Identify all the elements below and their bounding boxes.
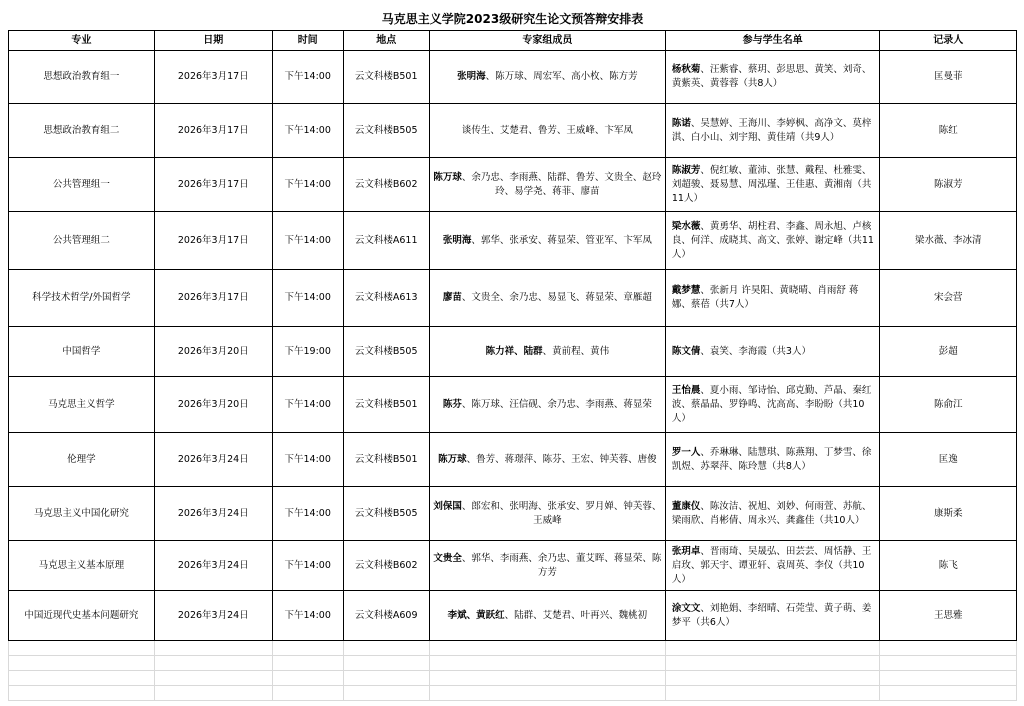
cell-major[interactable]: 思想政治教育组一 [9,51,155,104]
empty-cell[interactable] [9,686,155,701]
cell-students[interactable] [665,487,880,541]
cell-major[interactable]: 公共管理组二 [9,212,155,270]
empty-cell[interactable] [880,656,1017,671]
header-major[interactable]: 专业 [9,31,155,51]
cell-experts[interactable] [429,51,665,104]
empty-cell[interactable] [272,641,343,656]
expert-lead: 陈万球 [433,171,462,183]
student-lead: 涂文文 [671,602,701,614]
schedule-sheet [8,8,1017,701]
cell-time[interactable]: 下午14:00 [272,212,343,270]
empty-cell[interactable] [429,686,665,701]
cell-students[interactable] [665,212,880,270]
expert-lead: 张明海 [442,234,472,246]
cell-date[interactable]: 2026年3月24日 [154,541,272,591]
cell-experts[interactable] [429,541,665,591]
empty-cell[interactable] [429,656,665,671]
table-row [9,212,1017,270]
expert-members: 、鲁芳、蒋璟萍、陈芬、王宏、钟芙蓉、唐俊 [466,453,657,465]
table-row [9,487,1017,541]
expert-members: 、余乃忠、李雨燕、陆群、鲁芳、文贵全、赵玲玲、易学尧、蒋菲、廖苗 [461,171,662,197]
expert-members: 谈传生、艾楚君、鲁芳、王威峰、卞军凤 [461,124,633,136]
empty-cell[interactable] [665,641,880,656]
student-members: 、夏小雨、邹诗怡、邱克勤、芦晶、秦红波、蔡晶晶、罗铮鸣、沈高高、李盼盼（共10人） [671,384,872,424]
page-title: 马克思主义学院2023级研究生论文预答辩安排表 [381,12,644,26]
cell-students[interactable] [665,591,880,641]
cell-time[interactable]: 下午14:00 [272,270,343,327]
expert-members: 、郭华、张承安、蒋显荣、管亚军、卞军凤 [471,234,652,246]
cell-recorder[interactable]: 陈飞 [880,541,1017,591]
table-row [9,591,1017,641]
empty-cell[interactable] [154,671,272,686]
expert-lead: 张明海 [457,71,486,82]
expert-lead: 陈芬 [442,398,462,410]
empty-row [9,686,1017,701]
student-lead: 罗一人 [671,446,701,458]
empty-row [9,671,1017,686]
cell-major[interactable]: 马克思主义中国化研究 [9,487,155,541]
table-row [9,51,1017,104]
cell-location[interactable]: 云文科楼B501 [343,377,429,433]
cell-time[interactable]: 下午14:00 [272,591,343,641]
cell-recorder[interactable]: 陈淑芳 [880,158,1017,212]
empty-cell[interactable] [880,641,1017,656]
table-row [9,327,1017,377]
cell-students[interactable] [665,51,880,104]
header-time[interactable]: 时间 [272,31,343,51]
empty-cell[interactable] [665,656,880,671]
empty-cell[interactable] [665,671,880,686]
header-row [9,31,1017,51]
cell-experts[interactable] [429,270,665,327]
student-lead: 王怡晨 [671,384,701,396]
empty-cell[interactable] [9,656,155,671]
student-lead: 陈诺 [671,117,691,129]
cell-recorder[interactable]: 陈俞江 [880,377,1017,433]
cell-date[interactable]: 2026年3月24日 [154,591,272,641]
cell-students[interactable] [665,270,880,327]
cell-date[interactable]: 2026年3月24日 [154,433,272,487]
header-location[interactable]: 地点 [343,31,429,51]
table-row [9,433,1017,487]
cell-recorder[interactable]: 宋会营 [880,270,1017,327]
empty-cell[interactable] [154,686,272,701]
cell-location[interactable]: 云文科楼B505 [343,487,429,541]
expert-members: 、文贵全、余乃忠、易显飞、蒋显荣、章雁超 [461,292,652,303]
empty-cell[interactable] [154,641,272,656]
cell-students[interactable] [665,541,880,591]
empty-cell[interactable] [429,671,665,686]
empty-cell[interactable] [429,641,665,656]
cell-experts[interactable] [429,591,665,641]
cell-date[interactable]: 2026年3月17日 [154,158,272,212]
cell-time[interactable]: 下午19:00 [272,327,343,377]
cell-date[interactable]: 2026年3月17日 [154,51,272,104]
empty-cell[interactable] [343,671,429,686]
cell-students[interactable] [665,327,880,377]
table-row [9,270,1017,327]
expert-lead: 廖苗 [442,292,462,303]
student-members: 、刘艳娟、李绍晴、石莞莹、黄子萌、姜梦平（共6人） [671,602,872,628]
cell-experts[interactable] [429,433,665,487]
cell-location[interactable]: 云文科楼B501 [343,433,429,487]
cell-location[interactable]: 云文科楼B602 [343,541,429,591]
table-row [9,158,1017,212]
student-lead: 张玥卓 [671,545,701,557]
cell-students[interactable] [665,433,880,487]
cell-major[interactable]: 思想政治教育组二 [9,104,155,158]
cell-date[interactable]: 2026年3月20日 [154,377,272,433]
cell-major[interactable]: 中国近现代史基本问题研究 [9,591,155,641]
cell-date[interactable]: 2026年3月24日 [154,487,272,541]
cell-experts[interactable] [429,158,665,212]
cell-location[interactable]: 云文科楼A609 [343,591,429,641]
empty-cell[interactable] [343,686,429,701]
student-members: 、袁笑、李海霞（共3人） [700,345,811,357]
cell-major[interactable]: 公共管理组一 [9,158,155,212]
student-lead: 陈淑芳 [671,164,701,176]
cell-date[interactable]: 2026年3月17日 [154,270,272,327]
student-lead: 梁水薇 [671,220,701,232]
cell-time[interactable]: 下午14:00 [272,541,343,591]
header-date[interactable]: 日期 [154,31,272,51]
cell-location[interactable]: 云文科楼B505 [343,327,429,377]
table-row [9,377,1017,433]
student-members: 、陈汝洁、祝旭、刘妙、何雨萱、苏航、梁雨欣、肖彬倩、周永兴、龚鑫佳（共10人） [671,500,872,526]
cell-time[interactable]: 下午14:00 [272,487,343,541]
cell-major[interactable]: 马克思主义基本原理 [9,541,155,591]
empty-row [9,641,1017,656]
empty-row [9,656,1017,671]
student-members: 、乔琳琳、陆慧琪、陈燕翔、丁梦雪、徐凯煜、苏翠萍、陈玲慧（共8人） [671,446,872,472]
expert-members: 、陈万球、周宏军、高小枚、陈方芳 [485,71,638,82]
empty-cell[interactable] [154,656,272,671]
cell-location[interactable]: 云文科楼B505 [343,104,429,158]
header-students[interactable]: 参与学生名单 [665,31,880,51]
cell-recorder[interactable]: 王思雅 [880,591,1017,641]
expert-members: 、郭华、李雨燕、余乃忠、董艾晖、蒋显荣、陈方芳 [461,552,662,578]
expert-members: 、陆群、艾楚君、叶再兴、魏桃初 [504,609,648,621]
cell-date[interactable]: 2026年3月20日 [154,327,272,377]
cell-students[interactable] [665,377,880,433]
empty-cell[interactable] [665,686,880,701]
cell-time[interactable]: 下午14:00 [272,433,343,487]
cell-experts[interactable] [429,212,665,270]
cell-recorder[interactable]: 匡曼菲 [880,51,1017,104]
student-members: 、张新月 许昊阳、黄晓晴、肖雨舒 蒋娜、蔡蓓（共7人） [671,285,859,310]
header-experts[interactable]: 专家组成员 [429,31,665,51]
cell-time[interactable]: 下午14:00 [272,377,343,433]
student-lead: 戴梦慧 [671,285,701,296]
student-members: 、黄勇华、胡柱君、李鑫、周永旭、卢核良、何洋、成晓其、高文、张婷、谢定峰（共11人） [671,220,874,260]
expert-members: 、黄前程、黄伟 [542,345,610,357]
empty-cell[interactable] [343,641,429,656]
empty-cell[interactable] [343,656,429,671]
cell-location[interactable]: 云文科楼B602 [343,158,429,212]
cell-date[interactable]: 2026年3月17日 [154,212,272,270]
student-members: 、汪紫睿、蔡玥、彭思思、黄笑、刘奇、黄紫英、黄蓉蓉（共8人） [671,64,872,89]
expert-lead: 陈万球 [438,453,467,465]
expert-lead: 刘保国 [433,500,462,512]
cell-location[interactable]: 云文科楼B501 [343,51,429,104]
expert-members: 、陈万球、汪信砚、余乃忠、李雨燕、蒋显荣 [461,398,652,410]
cell-students[interactable] [665,104,880,158]
table-row [9,104,1017,158]
cell-recorder[interactable]: 梁水薇、李冰清 [880,212,1017,270]
cell-major[interactable]: 科学技术哲学/外国哲学 [9,270,155,327]
cell-recorder[interactable]: 陈红 [880,104,1017,158]
cell-location[interactable]: 云文科楼A613 [343,270,429,327]
empty-cell[interactable] [272,686,343,701]
student-lead: 董康仪 [671,500,701,512]
cell-experts[interactable] [429,487,665,541]
empty-cell[interactable] [880,686,1017,701]
cell-recorder[interactable]: 康斯柔 [880,487,1017,541]
table-row [9,541,1017,591]
cell-location[interactable]: 云文科楼A611 [343,212,429,270]
empty-cell[interactable] [9,641,155,656]
expert-lead: 陈力祥、陆群 [485,345,543,357]
cell-recorder[interactable]: 匡逸 [880,433,1017,487]
student-lead: 陈文倩 [671,345,701,357]
cell-students[interactable] [665,158,880,212]
cell-experts[interactable] [429,377,665,433]
cell-time[interactable]: 下午14:00 [272,51,343,104]
empty-cell[interactable] [272,671,343,686]
cell-date[interactable]: 2026年3月17日 [154,104,272,158]
expert-members: 、郎宏和、张明海、张承安、罗月婵、钟芙蓉、王威峰 [461,500,662,526]
empty-cell[interactable] [9,671,155,686]
cell-recorder[interactable]: 彭超 [880,327,1017,377]
header-recorder[interactable]: 记录人 [880,31,1017,51]
student-members: 、吴慧婷、王海川、李婷枫、高净文、莫梓淇、白小山、刘宇翔、黄佳靖（共9人） [671,117,872,143]
student-members: 、倪红敏、董沛、张慧、戴程、杜雅雯、刘超骏、聂易慧、周泓瑾、王佳惠、黄湘南（共11人） [671,164,872,204]
empty-cell[interactable] [880,671,1017,686]
cell-experts[interactable] [429,104,665,158]
cell-time[interactable]: 下午14:00 [272,104,343,158]
cell-time[interactable]: 下午14:00 [272,158,343,212]
expert-lead: 文贵全 [433,552,462,564]
student-members: 、晋雨琦、吴晟弘、田芸芸、周恬静、王启玫、郭天宇、谭亚轩、袁周英、李仪（共10人） [671,545,872,585]
cell-major[interactable]: 马克思主义哲学 [9,377,155,433]
empty-cell[interactable] [272,656,343,671]
cell-major[interactable]: 伦理学 [9,433,155,487]
cell-experts[interactable] [429,327,665,377]
cell-major[interactable]: 中国哲学 [9,327,155,377]
expert-lead: 李斌、黄跃红 [447,609,505,621]
schedule-table [8,30,1017,701]
student-lead: 杨秋菊 [671,64,701,75]
